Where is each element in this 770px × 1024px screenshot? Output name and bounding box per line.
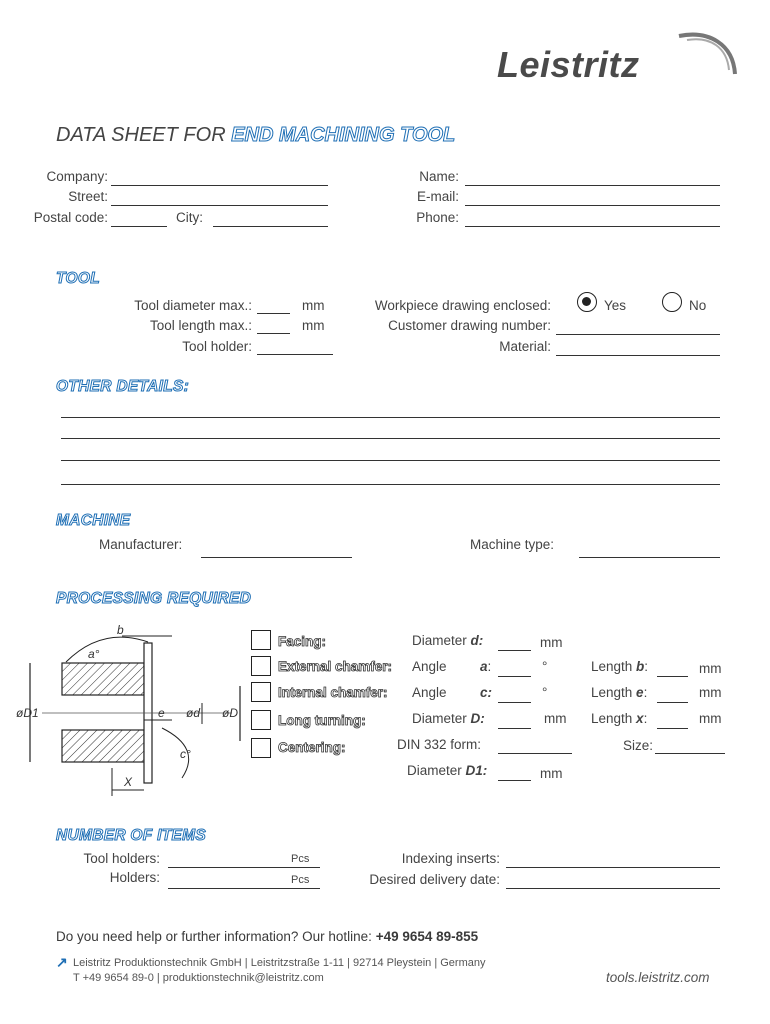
- street-field[interactable]: [111, 205, 328, 206]
- diagram-label-e: e: [158, 706, 165, 720]
- company-label: Company:: [46, 169, 108, 184]
- facing-diameter-unit: mm: [540, 635, 563, 650]
- material-label: Material:: [499, 339, 551, 354]
- drawing-no-radio[interactable]: [662, 292, 682, 312]
- other-details-line-1[interactable]: [61, 417, 720, 418]
- other-details-line-2[interactable]: [61, 438, 720, 439]
- indexing-inserts-label: Indexing inserts:: [401, 851, 500, 866]
- din-form-field[interactable]: [498, 753, 572, 754]
- internal-chamfer-label: Internal chamfer:: [278, 685, 388, 700]
- email-field[interactable]: [465, 205, 720, 206]
- drawing-enclosed-label: Workpiece drawing enclosed:: [374, 298, 551, 313]
- internal-length-field[interactable]: [657, 702, 688, 703]
- size-field[interactable]: [655, 753, 725, 754]
- facing-checkbox[interactable]: [251, 630, 271, 650]
- website-link[interactable]: tools.leistritz.com: [606, 970, 710, 985]
- other-details-heading: OTHER DETAILS:: [56, 378, 190, 395]
- tool-holders-field[interactable]: [168, 867, 320, 868]
- street-label: Street:: [68, 189, 108, 204]
- tool-heading: TOOL: [56, 270, 100, 287]
- external-angle-var: a:: [480, 659, 492, 674]
- internal-angle-var: c:: [480, 685, 493, 700]
- centering-checkbox[interactable]: [251, 738, 271, 758]
- manufacturer-field[interactable]: [201, 557, 352, 558]
- manufacturer-label: Manufacturer:: [99, 537, 183, 552]
- size-label: Size:: [623, 738, 654, 753]
- long-length-label: Length x:: [591, 711, 648, 726]
- material-field[interactable]: [556, 355, 720, 356]
- delivery-date-field[interactable]: [506, 888, 720, 889]
- diameter-d1-unit: mm: [540, 766, 563, 781]
- diagram-label-c: c°: [180, 747, 191, 761]
- phone-label: Phone:: [416, 210, 459, 225]
- long-diameter-unit: mm: [544, 711, 567, 726]
- diagram-label-b: b: [117, 623, 124, 637]
- leistritz-logo: [497, 30, 742, 90]
- diameter-d1-label: Diameter D1:: [407, 763, 488, 778]
- drawing-yes-radio[interactable]: [577, 292, 597, 312]
- long-length-unit: mm: [699, 711, 722, 726]
- internal-angle-label: Angle: [412, 685, 447, 700]
- facing-label: Facing:: [278, 634, 327, 649]
- other-details-line-3[interactable]: [61, 460, 720, 461]
- email-label: E-mail:: [416, 189, 459, 204]
- drawing-no-label: No: [689, 298, 707, 313]
- din-form-label: DIN 332 form:: [397, 737, 482, 752]
- arrow-icon: ↗: [56, 954, 68, 970]
- title-prefix: DATA SHEET FOR: [56, 124, 232, 146]
- postal-field[interactable]: [111, 226, 167, 227]
- internal-chamfer-checkbox[interactable]: [251, 682, 271, 702]
- external-angle-label: Angle: [412, 659, 447, 674]
- external-chamfer-label: External chamfer:: [278, 659, 393, 674]
- company-field[interactable]: [111, 185, 328, 186]
- hotline-text: Do you need help or further information? Our hotline: +49 9654 89-855: [56, 929, 479, 944]
- customer-drawing-label: Customer drawing number:: [388, 318, 551, 333]
- diameter-d1-field[interactable]: [498, 780, 531, 781]
- long-turning-label: Long turning:: [278, 713, 366, 728]
- logo-text: Leistritz: [497, 44, 640, 85]
- other-details-line-4[interactable]: [61, 484, 720, 485]
- page-title: [56, 124, 455, 147]
- facing-diameter-label: Diameter d:: [412, 633, 484, 648]
- diagram-label-x: X: [124, 775, 133, 789]
- radio-selected-dot: [582, 297, 591, 306]
- tool-length-field[interactable]: [257, 333, 290, 334]
- machine-type-label: Machine type:: [470, 537, 555, 552]
- diagram-label-a: a°: [88, 647, 100, 661]
- external-angle-field[interactable]: [498, 676, 531, 677]
- company-contact: T +49 9654 89-0 | produktionstechnik@leistritz.com: [73, 972, 324, 984]
- tool-holders-unit: Pcs: [291, 853, 310, 865]
- diagram-upper-body: [62, 663, 144, 695]
- internal-length-unit: mm: [699, 685, 722, 700]
- phone-field[interactable]: [465, 226, 720, 227]
- company-address: Leistritz Produktionstechnik GmbH | Leistritzstraße 1-11 | 92714 Pleystein | Germany: [73, 957, 486, 969]
- diagram-label-d: ød: [186, 706, 201, 720]
- holders-label: Holders:: [109, 870, 160, 885]
- tool-diameter-unit: mm: [302, 298, 325, 313]
- city-field[interactable]: [213, 226, 328, 227]
- holders-field[interactable]: [168, 888, 320, 889]
- facing-diameter-field[interactable]: [498, 650, 531, 651]
- machine-heading: MACHINE: [56, 512, 131, 529]
- name-field[interactable]: [465, 185, 720, 186]
- tool-diameter-field[interactable]: [257, 313, 290, 314]
- city-label: City:: [176, 210, 203, 225]
- diagram-label-d1: øD1: [16, 706, 39, 720]
- delivery-date-label: Desired delivery date:: [369, 872, 500, 887]
- logo-swoosh-icon: [659, 30, 739, 90]
- drawing-yes-label: Yes: [604, 298, 627, 313]
- tool-holders-label: Tool holders:: [83, 851, 160, 866]
- machine-type-field[interactable]: [579, 557, 720, 558]
- tool-holder-label: Tool holder:: [182, 339, 252, 354]
- diagram-lower-body: [62, 730, 144, 762]
- tool-length-unit: mm: [302, 318, 325, 333]
- internal-length-label: Length e:: [591, 685, 648, 700]
- tool-holder-field[interactable]: [257, 354, 333, 355]
- diagram-label-big-d: øD: [222, 706, 238, 720]
- tool-length-label: Tool length max.:: [149, 318, 252, 333]
- name-label: Name:: [419, 169, 459, 184]
- diagram-a-arc: [66, 637, 148, 662]
- external-chamfer-checkbox[interactable]: [251, 656, 271, 676]
- external-length-label: Length b:: [591, 659, 649, 674]
- internal-angle-field[interactable]: [498, 702, 531, 703]
- centering-label: Centering:: [278, 740, 346, 755]
- tool-cross-section-diagram: [16, 618, 247, 798]
- hotline-number: +49 9654 89-855: [375, 929, 479, 944]
- long-turning-checkbox[interactable]: [251, 710, 271, 730]
- long-diameter-label: Diameter D:: [412, 711, 485, 726]
- number-of-items-heading: NUMBER OF ITEMS: [56, 827, 207, 844]
- customer-drawing-field[interactable]: [556, 334, 720, 335]
- long-diameter-field[interactable]: [498, 728, 531, 729]
- indexing-inserts-field[interactable]: [506, 867, 720, 868]
- external-angle-unit: °: [542, 659, 548, 674]
- external-length-field[interactable]: [657, 676, 688, 677]
- tool-diameter-label: Tool diameter max.:: [134, 298, 252, 313]
- long-length-field[interactable]: [657, 728, 688, 729]
- holders-unit: Pcs: [291, 874, 310, 886]
- internal-angle-unit: °: [542, 685, 548, 700]
- postal-label: Postal code:: [33, 210, 108, 225]
- external-length-unit: mm: [699, 661, 722, 676]
- processing-heading: PROCESSING REQUIRED: [56, 590, 252, 607]
- title-highlight: END MACHINING TOOL: [231, 124, 456, 146]
